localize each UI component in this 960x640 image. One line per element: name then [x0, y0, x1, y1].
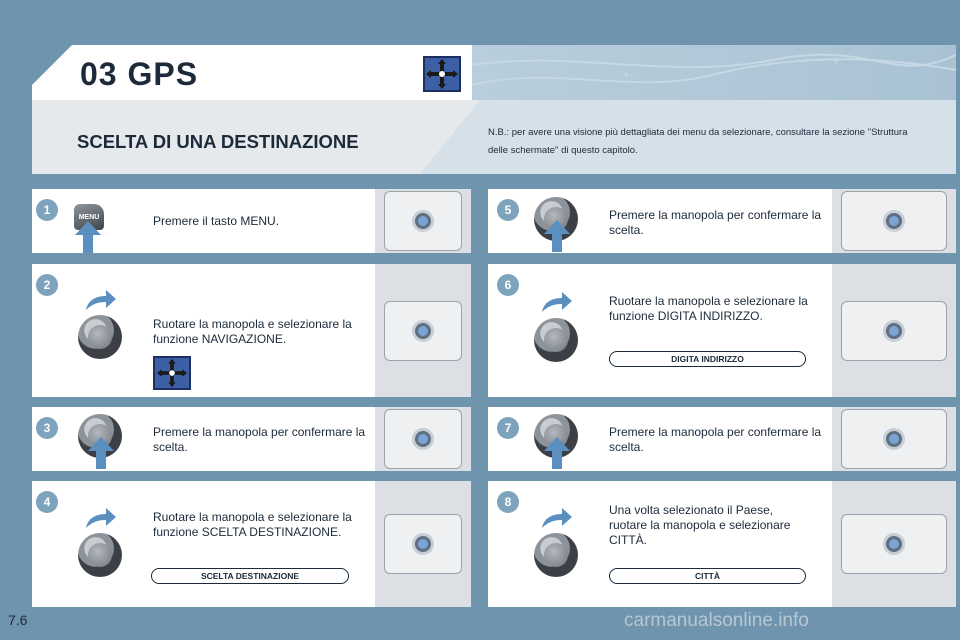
step-text: Premere la manopola per confermare la scelta.: [609, 208, 822, 237]
console-image: [375, 481, 471, 607]
console-image: [832, 407, 956, 471]
menu-key-icon: MENU: [74, 204, 104, 230]
rotate-arrow-icon: [84, 508, 116, 530]
console-image: [375, 264, 471, 397]
step-number: 7: [497, 417, 519, 439]
step-number: 4: [36, 491, 58, 513]
console-drawing: [384, 301, 462, 361]
dial-knob-icon: [534, 533, 578, 577]
console-drawing: [384, 409, 462, 469]
page-number: 7.6: [8, 612, 28, 628]
note-text: N.B.: per avere una visione più dettagliata dei menu da selezionare, consultare la sezione "Struttura delle schermate" di questo capitolo.: [488, 127, 908, 156]
rotate-arrow-icon: [540, 508, 572, 530]
step-number: 2: [36, 274, 58, 296]
console-knob-icon: [412, 428, 434, 450]
menu-item-pill: DIGITA INDIRIZZO: [609, 351, 806, 367]
console-knob-icon: [883, 533, 905, 555]
step-text: Ruotare la manopola e selezionare la funzione DIGITA INDIRIZZO.: [609, 294, 808, 323]
header-map-band: [472, 45, 956, 100]
step-number: 8: [497, 491, 519, 513]
console-knob-icon: [412, 210, 434, 232]
console-image: [375, 407, 471, 471]
navigation-crosshair-icon: [153, 356, 191, 390]
svg-text:+: +: [622, 66, 631, 82]
dial-knob-icon: [78, 533, 122, 577]
console-drawing: [841, 514, 947, 574]
press-arrow-icon: [88, 437, 114, 469]
step-number: 5: [497, 199, 519, 221]
console-drawing: [384, 191, 462, 251]
rotate-arrow-icon: [540, 292, 572, 314]
step-number: 6: [497, 274, 519, 296]
console-drawing: [841, 301, 947, 361]
console-knob-icon: [883, 320, 905, 342]
press-arrow-icon: [544, 437, 570, 469]
dial-knob-icon: [534, 318, 578, 362]
console-knob-icon: [883, 210, 905, 232]
svg-text:+: +: [832, 52, 841, 68]
console-knob-icon: [412, 533, 434, 555]
chapter-title: 03 GPS: [80, 56, 199, 92]
dial-knob-icon: [78, 315, 122, 359]
console-knob-icon: [412, 320, 434, 342]
navigation-crosshair-icon: [423, 56, 461, 92]
step-text: Premere la manopola per confermare la scelta.: [153, 425, 366, 454]
step-text: Ruotare la manopola e selezionare la funzione SCELTA DESTINAZIONE.: [153, 510, 352, 539]
console-image: [832, 481, 956, 607]
console-drawing: [841, 191, 947, 251]
step-number: 3: [36, 417, 58, 439]
console-image: [832, 264, 956, 397]
menu-item-pill: CITTÀ: [609, 568, 806, 584]
step-text: Ruotare la manopola e selezionare la funzione NAVIGAZIONE.: [153, 317, 352, 346]
menu-item-pill: SCELTA DESTINAZIONE: [151, 568, 349, 584]
step-text: Una volta selezionato il Paese, ruotare la manopola e selezionare CITTÀ.: [609, 503, 791, 547]
step-text: Premere il tasto MENU.: [153, 214, 280, 228]
console-drawing: [841, 409, 947, 469]
press-arrow-icon: [544, 220, 570, 252]
console-knob-icon: [883, 428, 905, 450]
section-title: SCELTA DI UNA DESTINAZIONE: [77, 131, 359, 152]
console-image: [375, 189, 471, 253]
step-text: Premere la manopola per confermare la scelta.: [609, 425, 822, 454]
watermark: carmanualsonline.info: [624, 610, 809, 631]
console-drawing: [384, 514, 462, 574]
press-arrow-icon: [75, 221, 101, 253]
console-image: [832, 189, 956, 253]
step-number: 1: [36, 199, 58, 221]
rotate-arrow-icon: [84, 290, 116, 312]
